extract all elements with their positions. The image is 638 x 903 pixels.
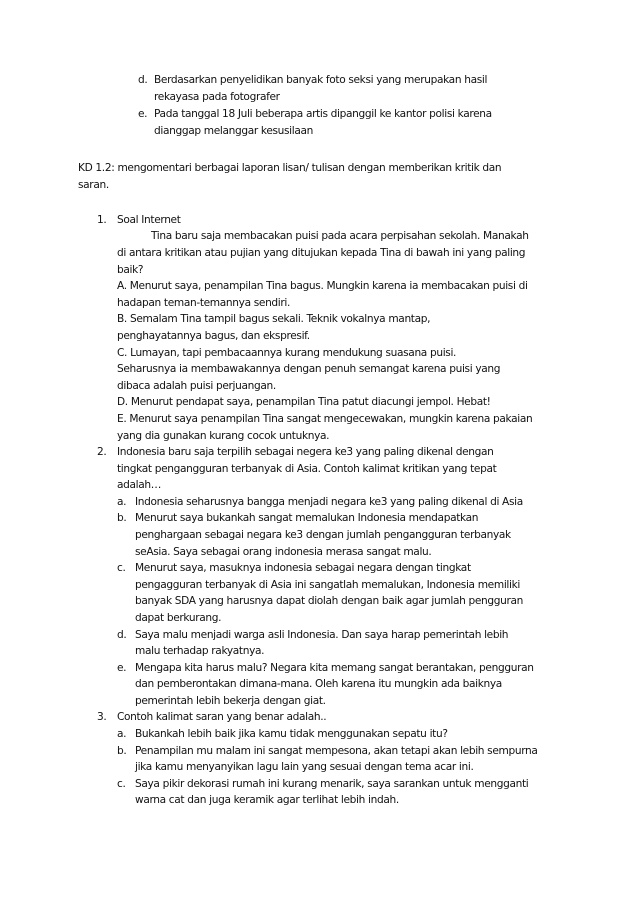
option-line: yang dia gunakan kurang cocok untuknya. [117,430,330,442]
option-line: Indonesia seharusnya bangga menjadi negara ke3 yang paling dikenal di Asia [135,496,523,508]
heading-line: saran. [78,179,109,191]
option-marker: b. [117,745,127,757]
option-line: warna cat dan juga keramik agar terlihat lebih indah. [135,794,399,806]
option-line: Penampilan mu malam ini sangat mempesona, akan tetapi akan lebih sempurna [135,745,538,757]
question-stem: Tina baru saja membacakan puisi pada acara perpisahan sekolah. Manakah [151,230,529,242]
option-marker: c. [117,778,126,790]
option-line: B. Semalam Tina tampil bagus sekali. Teknik vokalnya mantap, [117,313,431,325]
heading-line: KD 1.2: mengomentari berbagai laporan lisan/ tulisan dengan memberikan kritik dan [78,162,502,174]
option-line: Saya pikir dekorasi rumah ini kurang menarik, saya sarankan untuk mengganti [135,778,529,790]
option-line: penghayatannya bagus, dan ekspresif. [117,330,310,342]
option-line: D. Menurut pendapat saya, penampilan Tina patut diacungi jempol. Hebat! [117,396,491,408]
option-line: C. Lumayan, tapi pembacaannya kurang mendukung suasana puisi. [117,347,457,359]
question-stem: baik? [117,264,144,276]
option-line: Bukankah lebih baik jika kamu tidak menggunakan sepatu itu? [135,728,448,740]
option-line: Menurut saya, masuknya indonesia sebagai negara dengan tingkat [135,562,471,574]
option-line: dan pemberontakan dimana-mana. Oleh karena itu mungkin ada baiknya [135,678,502,690]
list-item-text: dianggap melanggar kesusilaan [154,125,314,137]
option-line: pemerintah lebih bekerja dengan giat. [135,695,326,707]
option-marker: c. [117,562,126,574]
list-item-text: Pada tanggal 18 Juli beberapa artis dipanggil ke kantor polisi karena [154,108,492,120]
question-stem: di antara kritikan atau pujian yang ditujukan kepada Tina di bawah ini yang paling [117,247,526,259]
option-line: penghargaan sebagai negara ke3 dengan jumlah pengangguran terbanyak [135,529,511,541]
option-line: dibaca adalah puisi perjuangan. [117,380,276,392]
question-title: Soal Internet [117,214,181,226]
option-line: malu terhadap rakyatnya. [135,645,265,657]
option-line: jika kamu menyanyikan lagu lain yang sesuai dengan tema acar ini. [135,761,474,773]
question-stem: adalah… [117,479,162,491]
option-marker: d. [117,629,127,641]
option-line: seAsia. Saya sebagai orang indonesia merasa sangat malu. [135,546,432,558]
question-number: 3. [97,711,107,723]
list-marker: e. [138,108,148,120]
list-item-text: Berdasarkan penyelidikan banyak foto seksi yang merupakan hasil [154,74,488,86]
option-line: Saya malu menjadi warga asli Indonesia. Dan saya harap pemerintah lebih [135,629,509,641]
option-line: E. Menurut saya penampilan Tina sangat mengecewakan, mungkin karena pakaian [117,413,533,425]
option-line: pengagguran terbanyak di Asia ini sangatlah memalukan, Indonesia memiliki [135,579,520,591]
list-marker: d. [138,74,148,86]
option-marker: e. [117,662,127,674]
option-line: Menurut saya bukankah sangat memalukan Indonesia mendapatkan [135,512,479,524]
option-line: A. Menurut saya, penampilan Tina bagus. Mungkin karena ia membacakan puisi di [117,280,528,292]
option-line: Mengapa kita harus malu? Negara kita memang sangat berantakan, pengguran [135,662,534,674]
question-stem: Contoh kalimat saran yang benar adalah.. [117,711,327,723]
option-marker: a. [117,496,127,508]
question-number: 2. [97,446,107,458]
question-stem: Indonesia baru saja terpilih sebagai negera ke3 yang paling dikenal dengan [117,446,494,458]
question-number: 1. [97,214,107,226]
option-line: banyak SDA yang harusnya dapat diolah dengan baik agar jumlah pengguran [135,595,524,607]
option-marker: b. [117,512,127,524]
list-item-text: rekayasa pada fotografer [154,91,280,103]
option-marker: a. [117,728,127,740]
question-stem: tingkat pengangguran terbanyak di Asia. Contoh kalimat kritikan yang tepat [117,463,497,475]
option-line: hadapan teman-temannya sendiri. [117,297,291,309]
option-line: dapat berkurang. [135,612,222,624]
option-line: Seharusnya ia membawakannya dengan penuh semangat karena puisi yang [117,363,501,375]
